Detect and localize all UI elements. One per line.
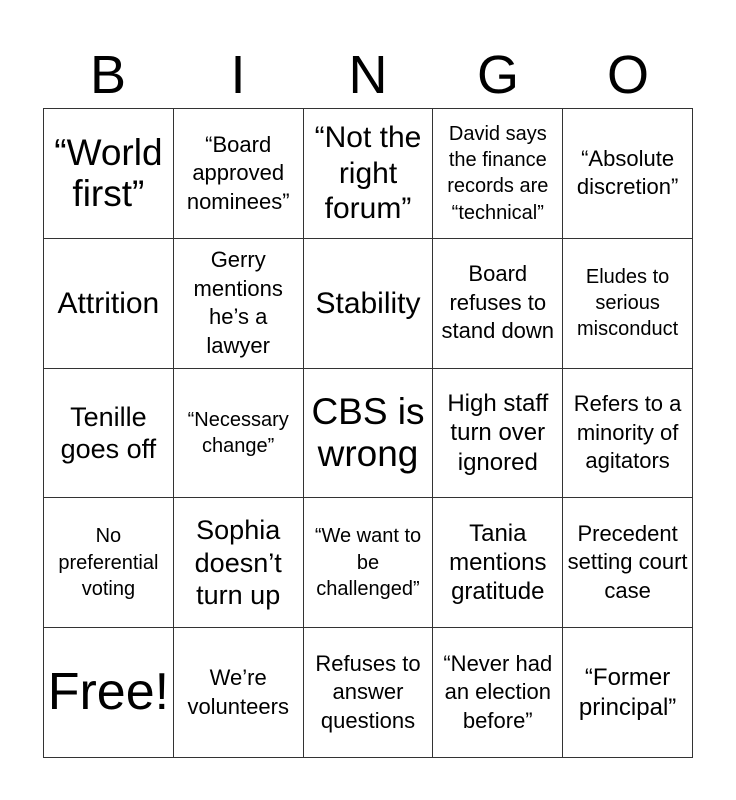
bingo-cell[interactable]: “Absolute discretion” [563, 109, 693, 239]
bingo-cell[interactable]: Refuses to answer questions [304, 628, 434, 758]
bingo-cell[interactable]: Tenille goes off [44, 369, 174, 499]
header-letter-g: G [476, 45, 519, 105]
bingo-header [43, 46, 693, 104]
bingo-cell-free[interactable]: Free! [44, 628, 174, 758]
bingo-cell[interactable]: Gerry mentions he’s a lawyer [174, 239, 304, 369]
bingo-cell[interactable]: Attrition [44, 239, 174, 369]
header-letter-b: B [89, 45, 127, 105]
bingo-cell[interactable]: Tania mentions gratitude [433, 498, 563, 628]
bingo-cell[interactable]: “World first” [44, 109, 174, 239]
bingo-board [43, 108, 693, 758]
bingo-cell[interactable]: “Not the right forum” [304, 109, 434, 239]
bingo-cell[interactable]: High staff turn over ignored [433, 369, 563, 499]
bingo-cell[interactable]: CBS is wrong [304, 369, 434, 499]
bingo-cell[interactable]: “Never had an election before” [433, 628, 563, 758]
header-letter-o: O [606, 45, 649, 105]
bingo-cell[interactable]: We’re volunteers [174, 628, 304, 758]
bingo-cell[interactable]: “Necessary change” [174, 369, 304, 499]
bingo-cell[interactable]: “We want to be challenged” [304, 498, 434, 628]
header-letter-n: N [348, 45, 388, 105]
bingo-cell[interactable]: No preferential voting [44, 498, 174, 628]
bingo-cell[interactable]: Precedent setting court case [563, 498, 693, 628]
bingo-cell[interactable]: “Board approved nominees” [174, 109, 304, 239]
bingo-cell[interactable]: David says the finance records are “technical” [433, 109, 563, 239]
bingo-cell[interactable]: Refers to a minority of agitators [563, 369, 693, 499]
bingo-cell[interactable]: Sophia doesn’t turn up [174, 498, 304, 628]
bingo-cell[interactable]: Board refuses to stand down [433, 239, 563, 369]
bingo-cell[interactable]: “Former principal” [563, 628, 693, 758]
bingo-cell[interactable]: Eludes to serious misconduct [563, 239, 693, 369]
header-letter-i: I [230, 45, 246, 105]
bingo-cell[interactable]: Stability [304, 239, 434, 369]
